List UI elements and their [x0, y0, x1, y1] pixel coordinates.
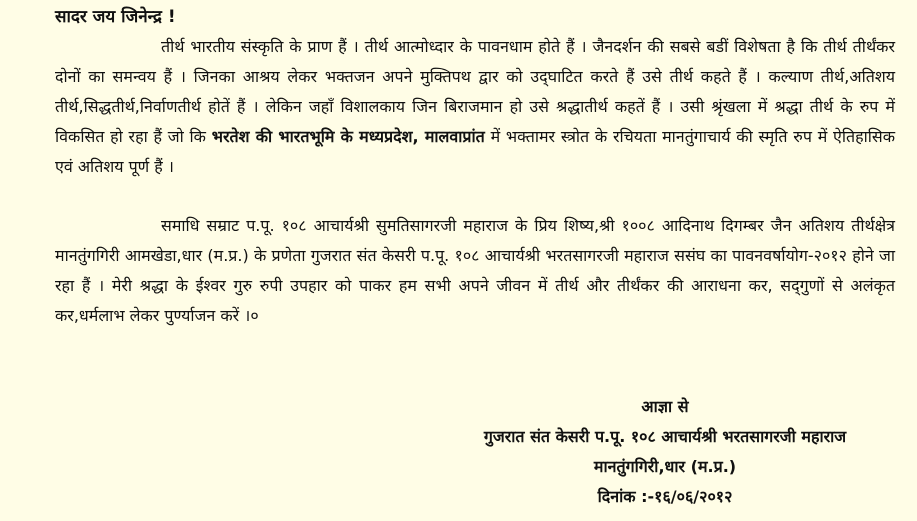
paragraph-2-text: समाधि सम्राट प.पू. १०८ आचार्यश्री सुमतिसागरजी महाराज के प्रिय शिष्य,श्री १००८ आदिनाथ दिगम्बर जैन अतिशय तीर्थक्षेत्र मानतुंगगिरी आमखेडा,धार (म.प्र.) के प्रणेता गुजरात संत केसरी प.पू. १०८ आचार्यश्री भरतसागरजी महाराज ससंघ का पावनवर्षायोग-२०१२ होने जा रहा हैं । मेरी श्रद्धा के ईश्वर गुरु रुपी उपहार को पाकर हम सभी अपने जीवन में तीर्थ और तीर्थंकर की आराधना कर, सद्‌गुणों से अलंकृत कर,धर्मलाभ लेकर पुर्ण्याजन करें ।०	[55, 216, 895, 325]
signature-line-name: गुजरात संत केसरी प.पू. १०८ आचार्यश्री भरतसागरजी महाराज	[483, 427, 847, 446]
paragraph-1	[55, 32, 895, 182]
signature-block	[435, 392, 895, 512]
paragraph-1-bold-place: भरतेश की भारतभूमि के मध्यप्रदेश, मालवाप्रांत	[211, 127, 485, 146]
paragraph-1-text-a: तीर्थ भारतीय संस्कृति के प्राण हैं । तीर्थ आत्मोध्दार के पावनधाम होते हैं । जैनदर्शन की सबसे बडीं विशेषता है कि तीर्थ तीर्थंकर दोनों का समन्वय हैं । जिनका आश्रय लेकर भक्तजन अपने मुक्तिपथ द्वार को उद्‌घाटित करते हैं उसे तीर्थ कहते हैं । कल्याण तीर्थ,अतिशय तीर्थ,सिद्धतीर्थ,निर्वाणतीर्थ होतें हैं । लेकिन जहाँ विशालकाय जिन बिराजमान हो उसे श्रद्धातीर्थ कहतें हैं । उसी श्रृंखला में श्रद्धा तीर्थ के रुप में विकसित हो रहा हैं जो कि	[55, 37, 895, 146]
salutation: सादर जय जिनेन्द्र !	[55, 7, 176, 27]
signature-line-place: मानतुंगगिरी,धार (म.प्र.)	[593, 457, 737, 476]
paragraph-2	[55, 211, 895, 331]
signature-line-authority: आज्ञा से	[641, 397, 689, 416]
paragraph-1-text-b: में भक्तामर स्त्रोत के रचियता मानतुंगाचार्य की स्मृति रुप में ऐतिहासिक एवं अतिशय पूर्ण हैं ।	[55, 127, 896, 176]
signature-line-date: दिनांक :-१६/०६/२०१२	[597, 487, 733, 506]
